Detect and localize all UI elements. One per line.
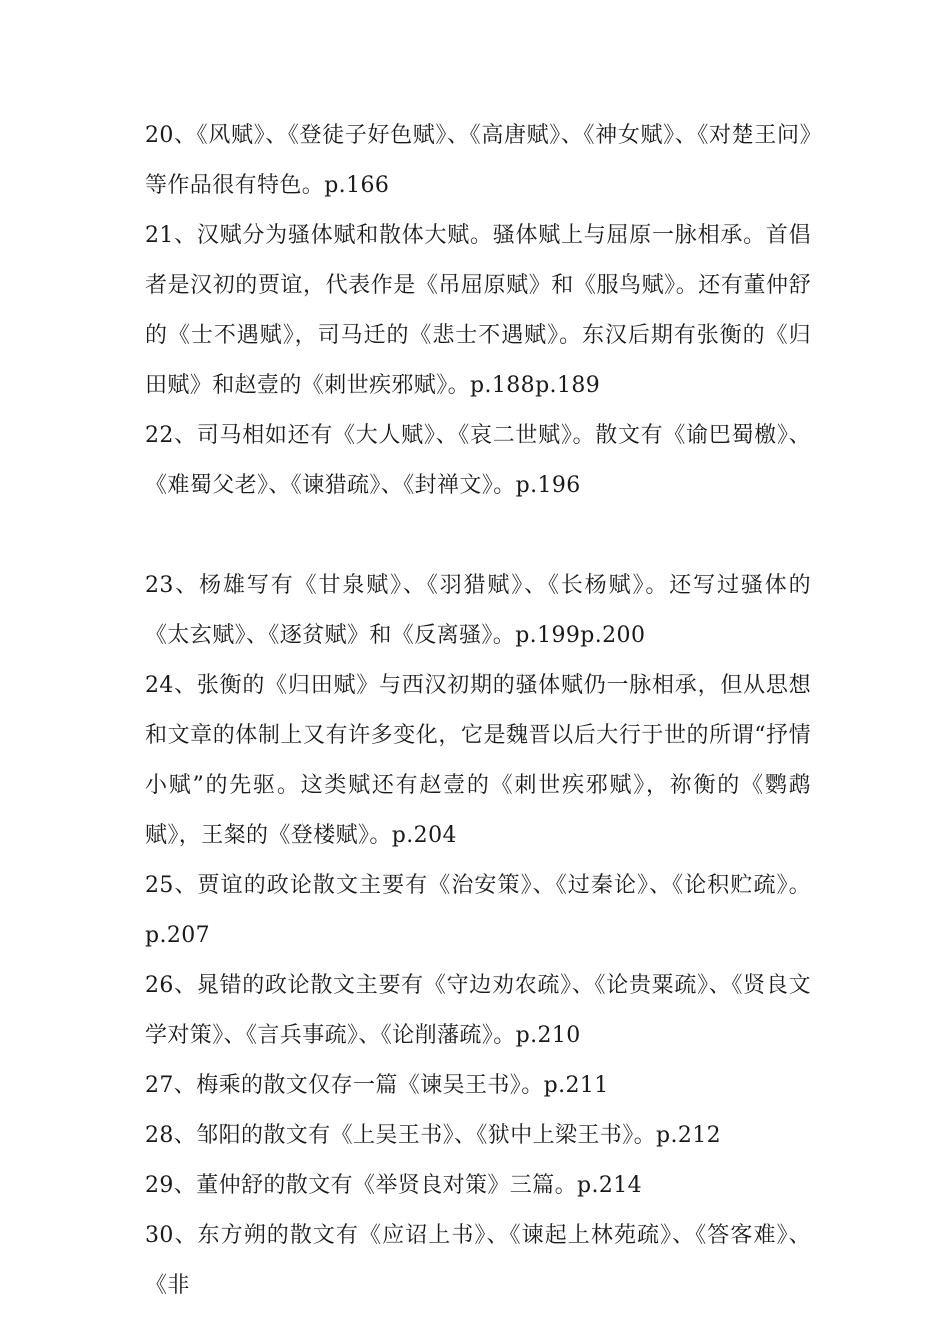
paragraph-24: 24、张衡的《归田赋》与西汉初期的骚体赋仍一脉相承，但从思想和文章的体制上又有许多变化，它是魏晋以后大行于世的所谓“抒情小赋”的先驱。这类赋还有赵壹的《刺世疾邪赋》，祢衡的《鹦鹉赋》，王粲的《登楼赋》。p.204 [145, 673, 811, 848]
paragraph-26: 26、晁错的政论散文主要有《守边劝农疏》、《论贵粟疏》、《贤良文学对策》、《言兵事疏》、《论削藩疏》。p.210 [145, 973, 811, 1048]
paragraph-25: 25、贾谊的政论散文主要有《治安策》、《过秦论》、《论积贮疏》。p.207 [145, 873, 811, 948]
paragraph-29: 29、董仲舒的散文有《举贤良对策》三篇。p.214 [145, 1173, 643, 1198]
paragraph-23: 23、杨雄写有《甘泉赋》、《羽猎赋》、《长杨赋》。还写过骚体的《太玄赋》、《逐贫赋》和《反离骚》。p.199p.200 [145, 573, 811, 648]
paragraph-20: 20、《风赋》、《登徒子好色赋》、《高唐赋》、《神女赋》、《对楚王问》等作品很有特色。p.166 [145, 123, 811, 198]
paragraph-28: 28、邹阳的散文有《上吴王书》、《狱中上梁王书》。p.212 [145, 1123, 722, 1148]
paragraph-21: 21、汉赋分为骚体赋和散体大赋。骚体赋上与屈原一脉相承。首倡者是汉初的贾谊，代表作是《吊屈原赋》和《服鸟赋》。还有董仲舒的《士不遇赋》，司马迁的《悲士不遇赋》。东汉后期有张衡的《归田赋》和赵壹的《刺世疾邪赋》。p.188p.189 [145, 223, 811, 398]
paragraph-30: 30、东方朔的散文有《应诏上书》、《谏起上林苑疏》、《答客难》、《非 [145, 1223, 811, 1298]
paragraph-22: 22、司马相如还有《大人赋》、《哀二世赋》。散文有《谕巴蜀檄》、《难蜀父老》、《谏猎疏》、《封禅文》。p.196 [145, 423, 811, 498]
document-body [145, 111, 811, 1311]
blank-line [145, 511, 811, 561]
paragraph-27: 27、梅乘的散文仅存一篇《谏吴王书》。p.211 [145, 1073, 609, 1098]
